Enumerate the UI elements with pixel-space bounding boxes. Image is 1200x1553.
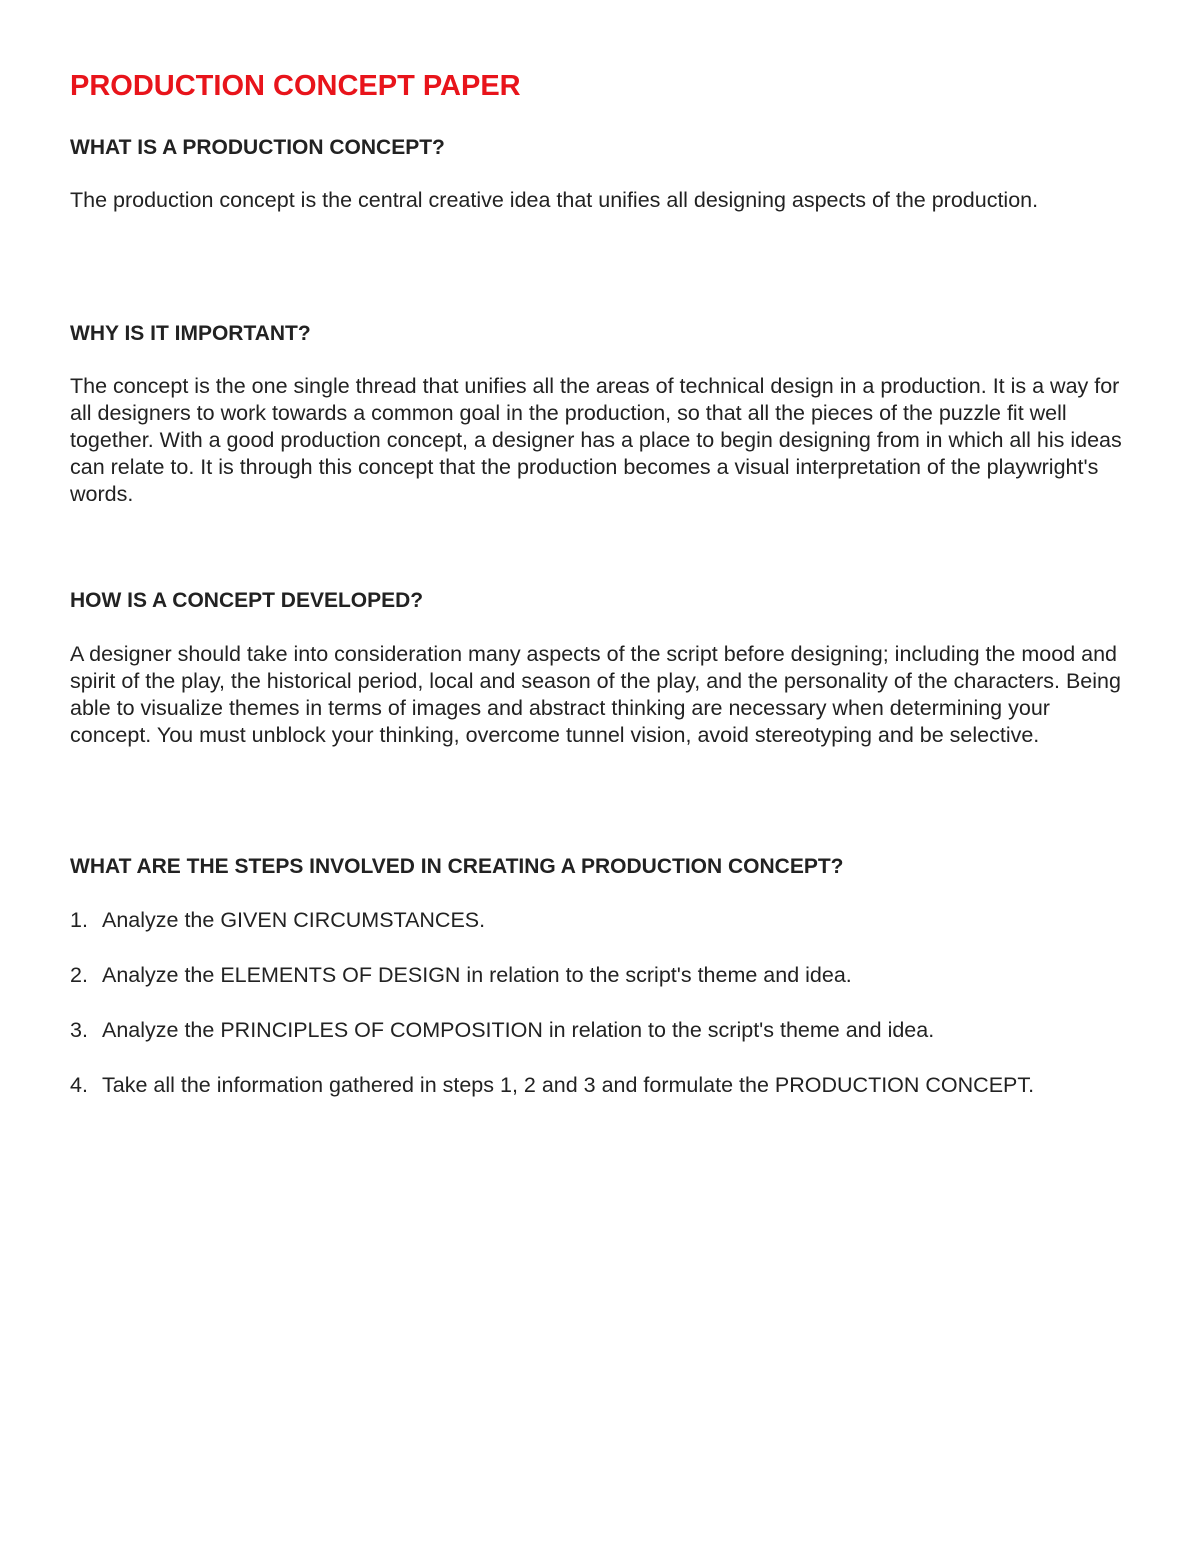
step-text: Analyze the ELEMENTS OF DESIGN in relation to the script's theme and idea. bbox=[102, 963, 852, 987]
step-text: Take all the information gathered in steps 1, 2 and 3 and formulate the PRODUCTION CONCEPT. bbox=[102, 1073, 1035, 1097]
document-title: PRODUCTION CONCEPT PAPER bbox=[70, 70, 521, 102]
list-item bbox=[70, 1017, 1150, 1072]
section-body-why-important: The concept is the one single thread that unifies all the areas of technical design in a production. It is a way for all designers to work towards a common goal in the production, so that all the pieces of the puzzle fit well together. With a good production concept, a designer has a place to begin designing from in which all his ideas can relate to. It is through this concept that the production becomes a visual interpretation of the playwright's words. bbox=[70, 374, 1122, 506]
section-heading-why-important: WHY IS IT IMPORTANT? bbox=[70, 322, 311, 345]
list-item bbox=[70, 962, 1150, 1017]
section-body-what-is: The production concept is the central creative idea that unifies all designing aspects of the production. bbox=[70, 188, 1039, 212]
step-text: Analyze the GIVEN CIRCUMSTANCES. bbox=[102, 908, 486, 932]
list-item bbox=[70, 907, 1150, 962]
section-heading-what-is: WHAT IS A PRODUCTION CONCEPT? bbox=[70, 136, 445, 159]
step-text: Analyze the PRINCIPLES OF COMPOSITION in relation to the script's theme and idea. bbox=[102, 1018, 935, 1042]
list-item bbox=[70, 1072, 1150, 1127]
section-heading-how-developed: HOW IS A CONCEPT DEVELOPED? bbox=[70, 589, 424, 612]
section-body-how-developed: A designer should take into consideration many aspects of the script before designing; including the mood and spirit of the play, the historical period, local and season of the play, and the personality of the characters. Being able to visualize themes in terms of images and abstract thinking are necessary when determining your concept. You must unblock your thinking, overcome tunnel vision, avoid stereotyping and be selective. bbox=[70, 642, 1121, 747]
step-number: 3. bbox=[70, 1018, 88, 1042]
step-number: 1. bbox=[70, 908, 88, 932]
step-number: 2. bbox=[70, 963, 88, 987]
steps-list bbox=[70, 907, 1150, 1127]
step-number: 4. bbox=[70, 1073, 88, 1097]
section-heading-steps: WHAT ARE THE STEPS INVOLVED IN CREATING A PRODUCTION CONCEPT? bbox=[70, 855, 844, 878]
